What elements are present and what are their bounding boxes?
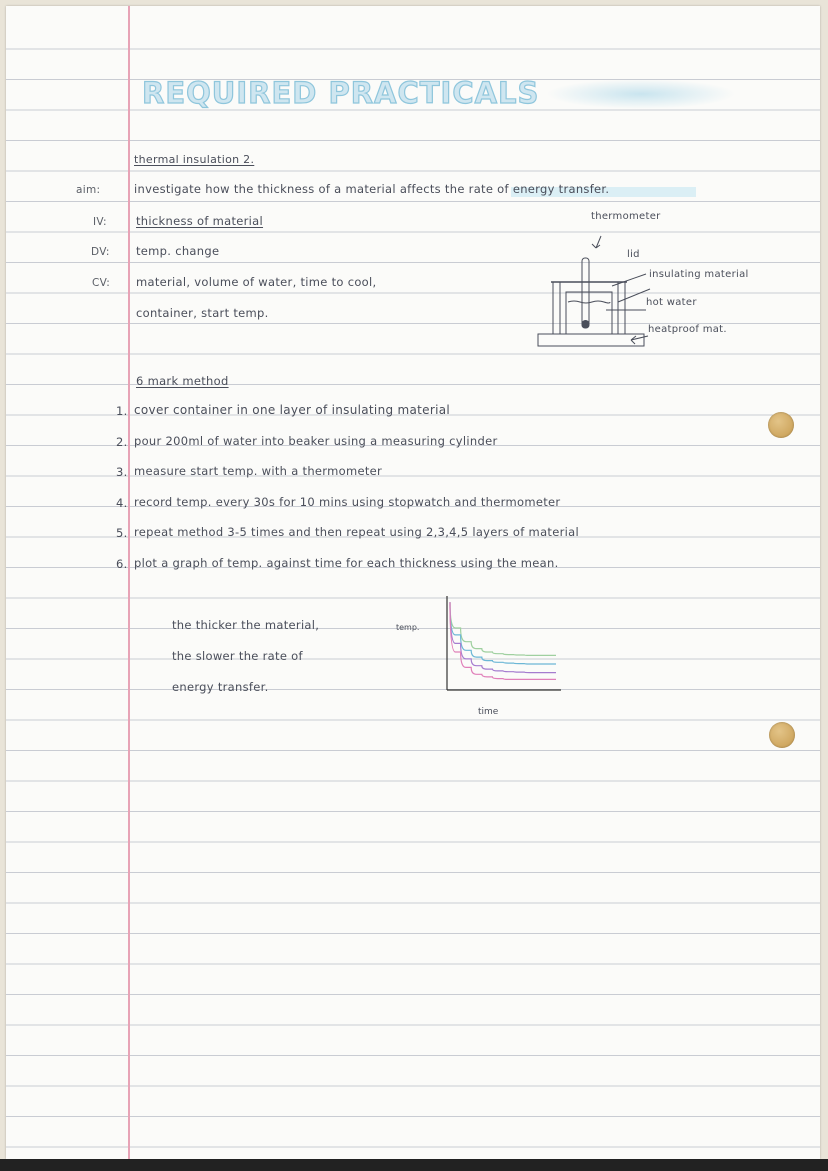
method-step-2-num: 2. bbox=[116, 435, 128, 449]
notebook-page bbox=[6, 6, 820, 1159]
label-lid: lid bbox=[627, 249, 640, 260]
cooling-curve-2 bbox=[450, 602, 556, 664]
thermometer-arrow bbox=[592, 236, 601, 248]
method-step-1-num: 1. bbox=[116, 404, 128, 418]
method-step-6-text: plot a graph of temp. against time for each thickness using the mean. bbox=[134, 556, 559, 570]
chart-series-group bbox=[450, 602, 556, 679]
label-heatproof-mat: heatproof mat. bbox=[648, 324, 727, 335]
cv-text-2: container, start temp. bbox=[136, 306, 269, 320]
page-title: REQUIRED PRACTICALS bbox=[142, 76, 540, 110]
chart-xlabel: time bbox=[478, 707, 499, 717]
method-step-2-text: pour 200ml of water into beaker using a measuring cylinder bbox=[134, 434, 498, 448]
apparatus-diagram bbox=[526, 226, 666, 356]
margin-line bbox=[128, 6, 130, 1159]
label-insulating-material: insulating material bbox=[649, 269, 749, 280]
thermometer-shape bbox=[582, 258, 589, 328]
label-thermometer: thermometer bbox=[591, 211, 661, 222]
method-step-5-num: 5. bbox=[116, 526, 128, 540]
cooling-curve-1 bbox=[450, 602, 556, 655]
cv-text-1: material, volume of water, time to cool, bbox=[136, 275, 377, 289]
binder-hole-top bbox=[768, 412, 794, 438]
cooling-curve-chart bbox=[386, 588, 576, 718]
conclusion-line-3: energy transfer. bbox=[172, 680, 269, 694]
chart-ylabel: temp. bbox=[396, 623, 420, 632]
conclusion-line-2: the slower the rate of bbox=[172, 649, 303, 663]
method-step-3-num: 3. bbox=[116, 465, 128, 479]
pointer-mat bbox=[631, 336, 648, 344]
practical-subtitle: thermal insulation 2. bbox=[134, 153, 255, 166]
pointer-lid bbox=[612, 274, 646, 286]
method-step-1-text: cover container in one layer of insulating material bbox=[134, 403, 450, 417]
title-smudge bbox=[546, 79, 736, 109]
method-step-4-text: record temp. every 30s for 10 mins using stopwatch and thermometer bbox=[134, 495, 561, 509]
method-step-4-num: 4. bbox=[116, 496, 128, 510]
dv-text: temp. change bbox=[136, 244, 220, 258]
method-step-6-num: 6. bbox=[116, 557, 128, 571]
cv-label: CV: bbox=[92, 277, 111, 289]
method-heading: 6 mark method bbox=[136, 374, 229, 388]
dv-label: DV: bbox=[91, 246, 110, 258]
binder-hole-bottom bbox=[769, 722, 795, 748]
cooling-curve-4 bbox=[450, 602, 556, 679]
label-hot-water: hot water bbox=[646, 297, 697, 308]
conclusion-line-1: the thicker the material, bbox=[172, 618, 320, 632]
method-step-5-text: repeat method 3-5 times and then repeat using 2,3,4,5 layers of material bbox=[134, 525, 579, 539]
method-step-3-text: measure start temp. with a thermometer bbox=[134, 464, 383, 478]
aim-label: aim: bbox=[76, 184, 101, 196]
pointer-insulating bbox=[618, 289, 650, 302]
aim-text: investigate how the thickness of a material affects the rate of energy transfer. bbox=[134, 182, 610, 196]
page-bottom-edge bbox=[0, 1159, 828, 1171]
iv-text: thickness of material bbox=[136, 214, 264, 228]
heatproof-mat-shape bbox=[538, 334, 644, 346]
iv-label: IV: bbox=[93, 216, 107, 228]
